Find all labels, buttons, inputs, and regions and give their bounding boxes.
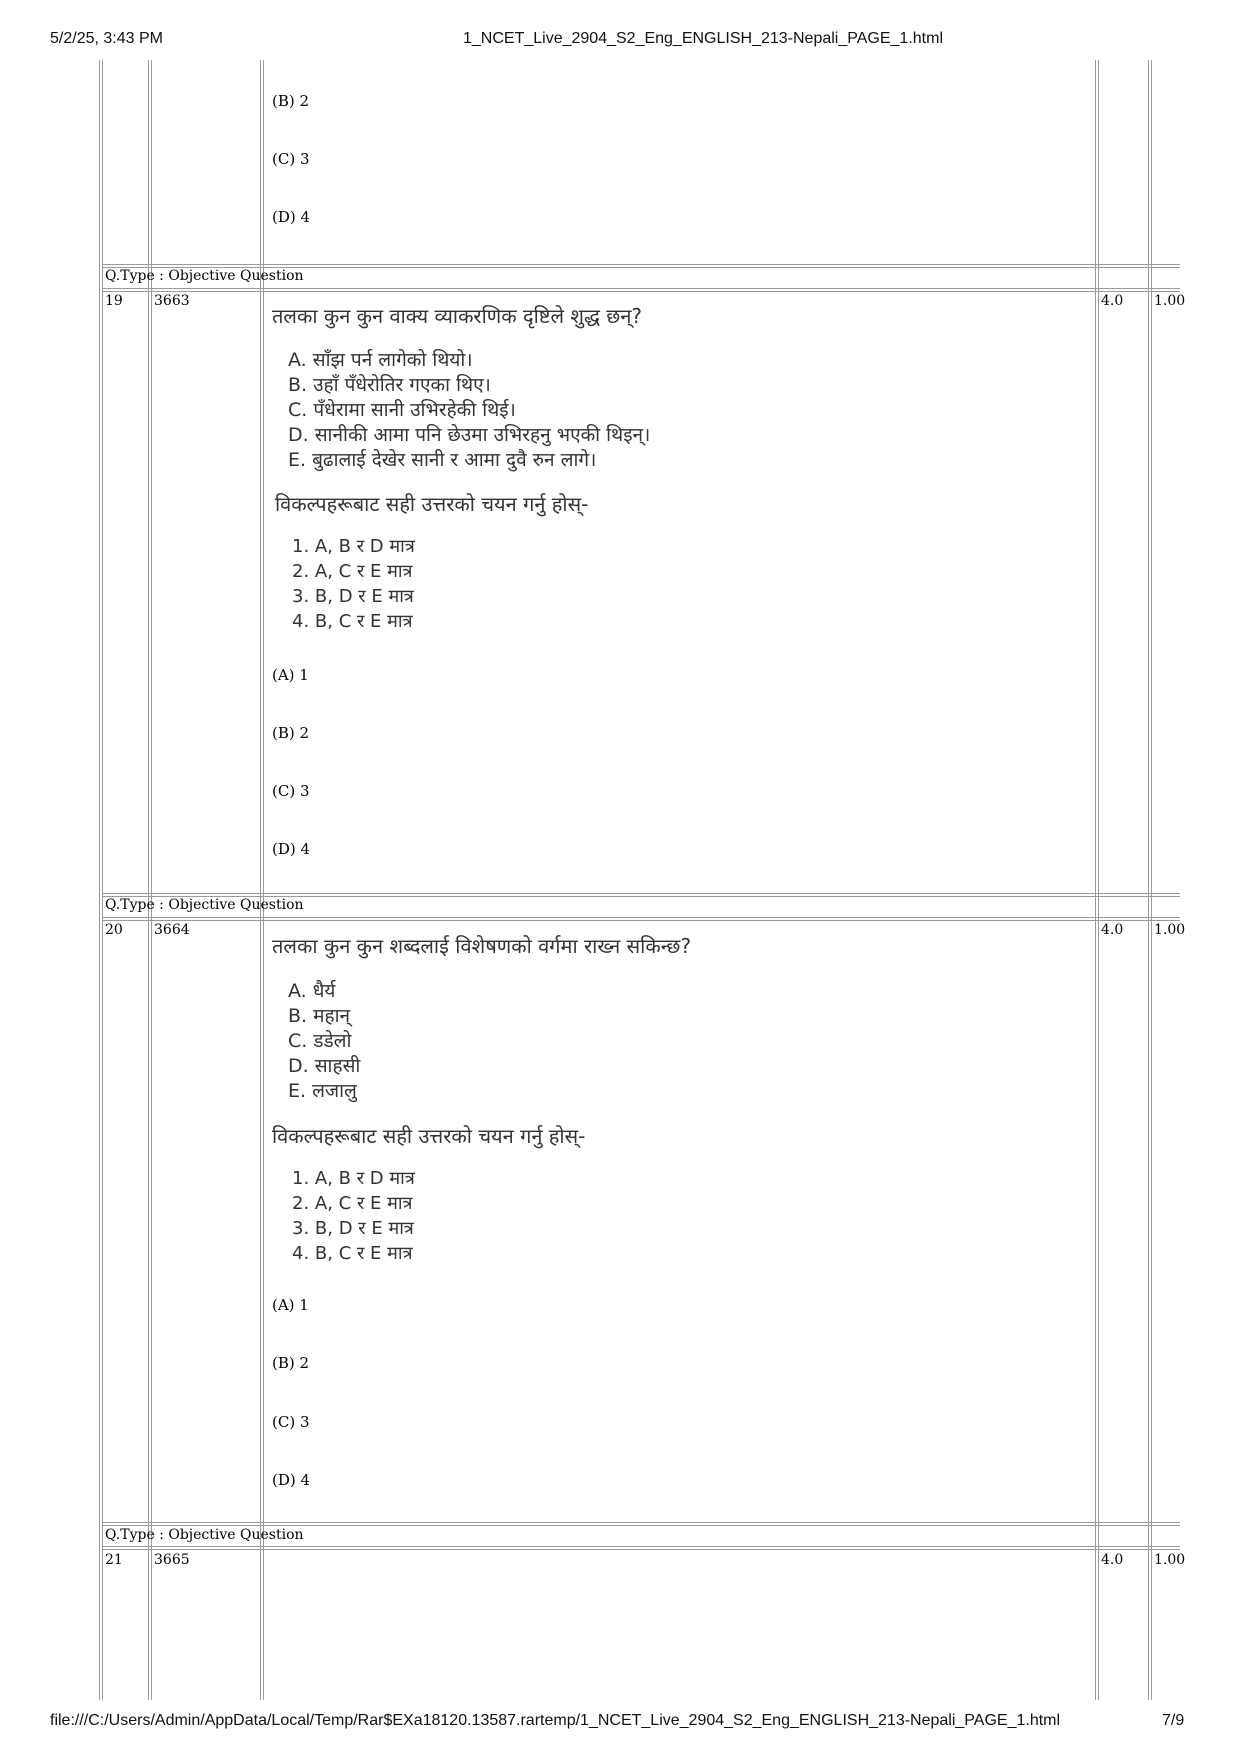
question-number: 19 [105,293,123,309]
question-stem: तलका कुन कुन शब्दलाई विशेषणको वर्गमा राख्न सकिन्छ? [272,934,692,958]
question-number: 20 [105,922,123,938]
option-d[interactable]: (D) 4 [272,1471,311,1489]
negative-marks: 1.00 [1154,293,1186,309]
option-c: (C) 3 [272,150,310,168]
qtype-label: Q.Type : Objective Question [105,268,304,284]
negative-marks: 1.00 [1154,922,1186,938]
negative-marks: 1.00 [1154,1552,1186,1568]
question-stem: तलका कुन कुन वाक्य व्याकरणिक दृष्टिले शुद्ध छन्? [272,304,643,328]
option-d[interactable]: (D) 4 [272,840,311,858]
file-path: file:///C:/Users/Admin/AppData/Local/Temp/Rar$EXa18120.13587.rartemp/1_NCET_Live_2904_S2_Eng_ENGLISH_213-Nepali_PAGE_1.html [50,1712,1061,1729]
qtype-label: Q.Type : Objective Question [105,1527,304,1543]
choice-1: 1. A, B र D मात्र [292,1168,415,1189]
statement-d: D. साहसी [288,1055,361,1077]
option-a[interactable]: (A) 1 [272,666,309,684]
statement-a: A. धैर्य [288,980,336,1002]
option-c[interactable]: (C) 3 [272,1413,310,1431]
question-id: 3664 [154,922,190,938]
question-marks: 4.0 [1101,293,1124,309]
option-b[interactable]: (B) 2 [272,1354,310,1372]
statement-c: C. डडेलो [288,1030,352,1052]
instruction: विकल्पहरूबाट सही उत्तरको चयन गर्नु होस्- [272,1124,586,1148]
option-d: (D) 4 [272,208,311,226]
option-b[interactable]: (B) 2 [272,724,310,742]
option-a[interactable]: (A) 1 [272,1296,309,1314]
question-marks: 4.0 [1101,1552,1124,1568]
qtype-label: Q.Type : Objective Question [105,897,304,913]
choice-4: 4. B, C र E मात्र [292,611,413,632]
choice-4: 4. B, C र E मात्र [292,1243,413,1264]
choice-3: 3. B, D र E मात्र [292,586,414,607]
statement-c: C. पँधेरामा सानी उभिरहेकी थिई। [288,399,516,421]
statement-e: E. बुढालाई देखेर सानी र आमा दुवै रुन लागे। [288,449,597,471]
instruction: विकल्पहरूबाट सही उत्तरको चयन गर्नु होस्- [275,492,589,516]
question-id: 3663 [154,293,190,309]
option-b: (B) 2 [272,92,310,110]
statement-d: D. सानीकी आमा पनि छेउमा उभिरहनु भएकी थिइन्। [288,424,651,446]
statement-e: E. लजालु [288,1080,357,1102]
option-c[interactable]: (C) 3 [272,782,310,800]
question-number: 21 [105,1552,123,1568]
print-date: 5/2/25, 3:43 PM [50,30,163,47]
question-id: 3665 [154,1552,190,1568]
statement-b: B. उहाँ पँधेरोतिर गएका थिए। [288,374,491,396]
choice-1: 1. A, B र D मात्र [292,536,415,557]
question-marks: 4.0 [1101,922,1124,938]
page-number: 7/9 [1162,1712,1185,1729]
statement-b: B. महान् [288,1005,351,1027]
print-title: 1_NCET_Live_2904_S2_Eng_ENGLISH_213-Nepali_PAGE_1.html [463,30,943,47]
choice-2: 2. A, C र E मात्र [292,561,413,582]
choice-3: 3. B, D र E मात्र [292,1218,414,1239]
choice-2: 2. A, C र E मात्र [292,1193,413,1214]
statement-a: A. साँझ पर्न लागेको थियो। [288,349,473,371]
